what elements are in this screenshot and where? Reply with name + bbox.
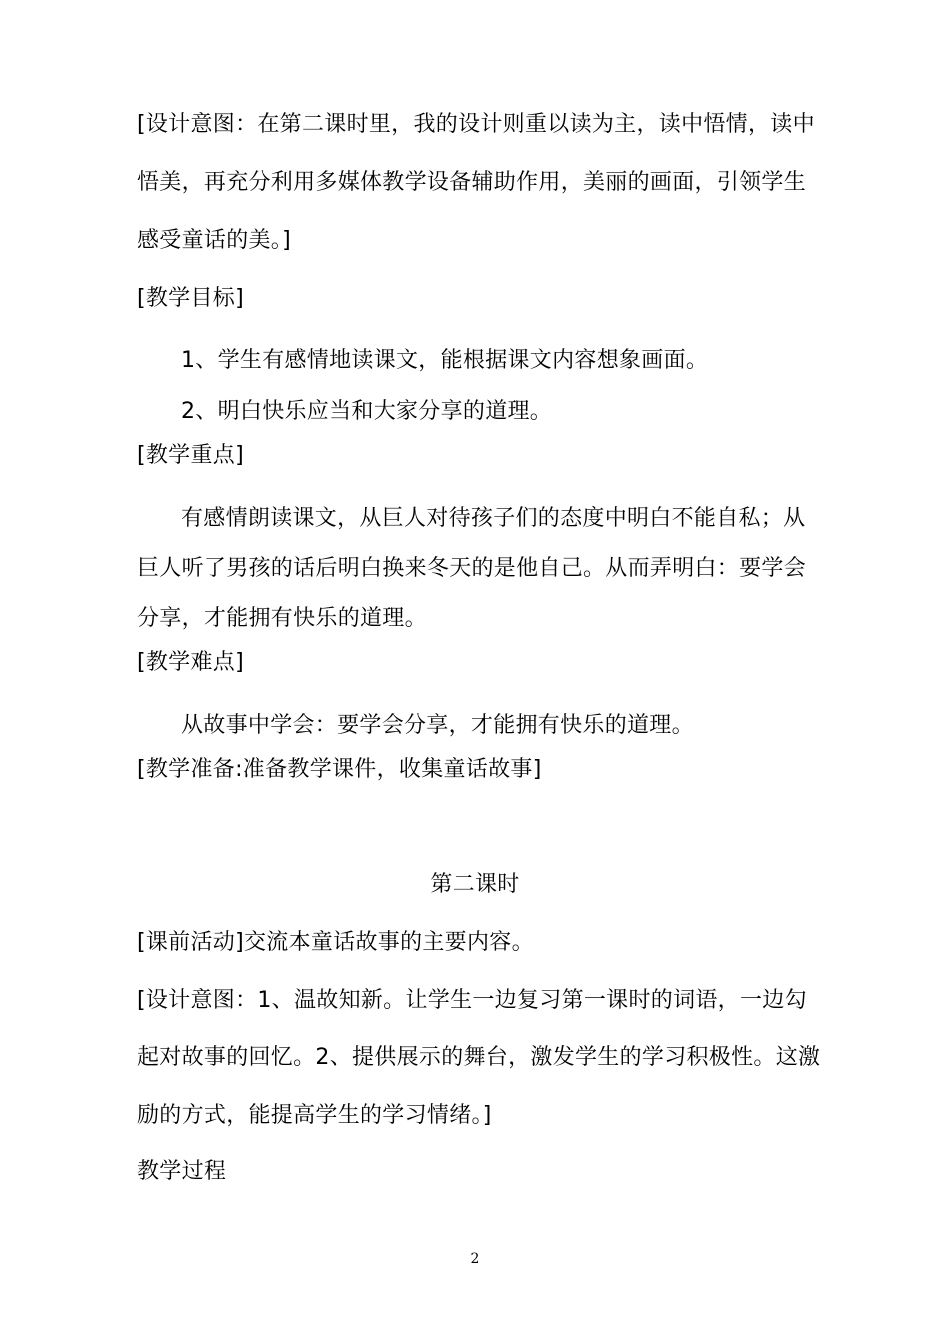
section-heading-process: 教学过程 <box>137 1159 227 1184</box>
lesson-title: 第二课时 <box>430 872 520 897</box>
teaching-preparation: [教学准备:准备教学课件，收集童话故事] <box>137 757 542 782</box>
design-intent-2-line-3: 励的方式，能提高学生的学习情绪。] <box>137 1103 492 1128</box>
pre-class-activity: [课前活动]交流本童话故事的主要内容。 <box>137 930 534 955</box>
key-points-line-1: 有感情朗读课文，从巨人对待孩子们的态度中明白不能自私；从 <box>181 506 806 531</box>
objective-item-2: 2、明白快乐应当和大家分享的道理。 <box>181 399 553 424</box>
key-points-line-3: 分享，才能拥有快乐的道理。 <box>137 606 427 631</box>
section-heading-objectives: [教学目标] <box>137 286 244 311</box>
design-intent-line-3: 感受童话的美。] <box>137 228 291 253</box>
objective-item-1: 1、学生有感情地读课文，能根据课文内容想象画面。 <box>181 348 709 373</box>
section-heading-difficulties: [教学难点] <box>137 650 244 675</box>
key-points-line-2: 巨人听了男孩的话后明白换来冬天的是他自己。从而弄明白：要学会 <box>137 556 807 581</box>
design-intent-line-1: [设计意图：在第二课时里，我的设计则重以读为主，读中悟情，读中 <box>137 112 815 137</box>
page-number: 2 <box>470 1251 480 1267</box>
section-heading-key-points: [教学重点] <box>137 443 244 468</box>
design-intent-2-line-2: 起对故事的回忆。2、提供展示的舞台，激发学生的学习积极性。这激 <box>137 1045 821 1070</box>
design-intent-2-line-1: [设计意图：1、温故知新。让学生一边复习第一课时的词语，一边勾 <box>137 988 807 1013</box>
difficulties-line-1: 从故事中学会：要学会分享，才能拥有快乐的道理。 <box>181 713 694 738</box>
design-intent-line-2: 悟美，再充分利用多媒体教学设备辅助作用，美丽的画面，引领学生 <box>137 170 807 195</box>
